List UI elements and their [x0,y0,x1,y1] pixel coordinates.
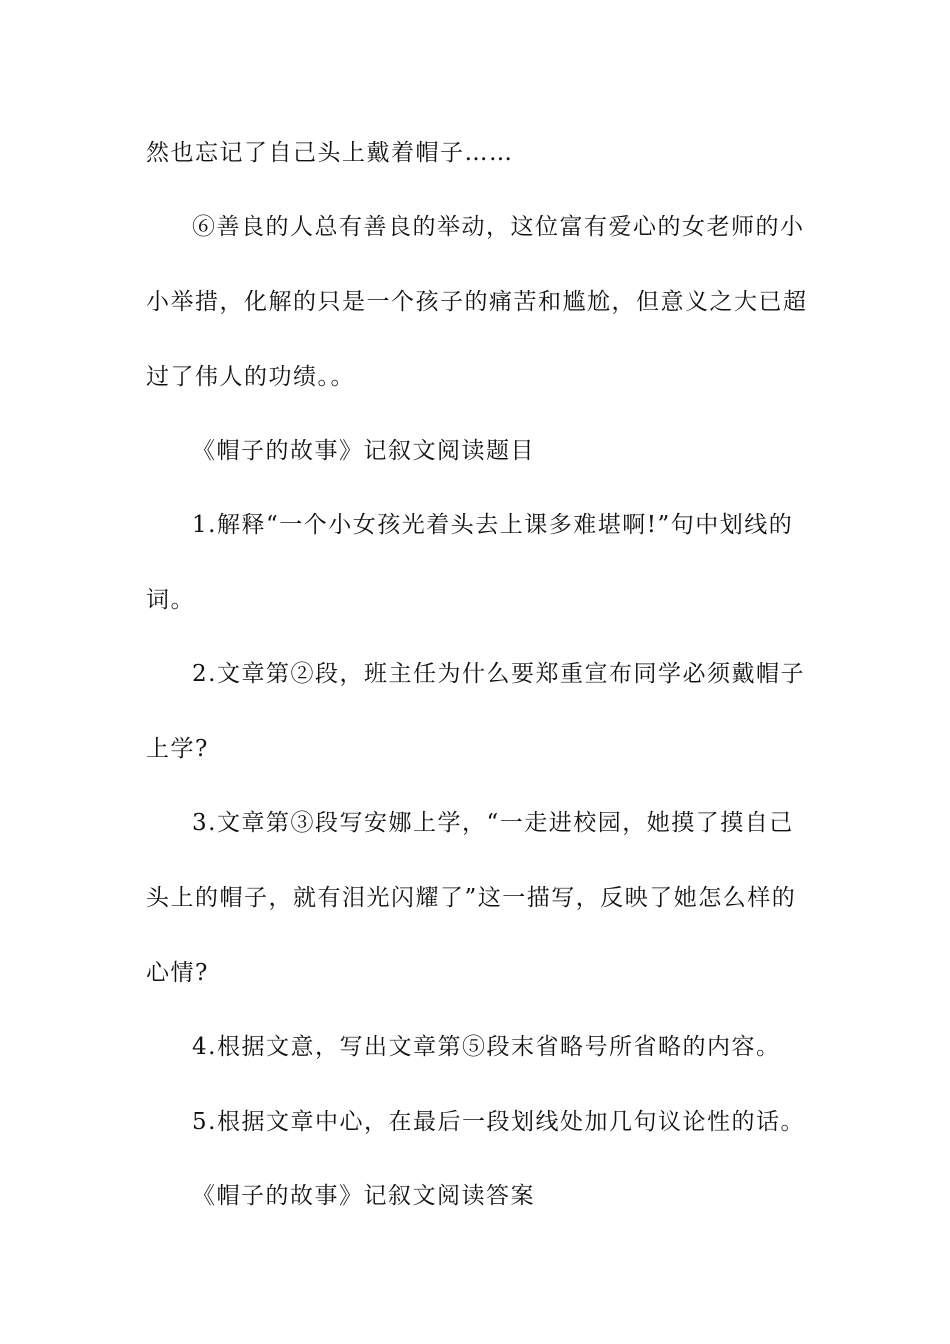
question-2-line-2: 上学? [146,736,209,762]
paragraph-6-line-1: ⑥善良的人总有善良的举动，这位富有爱心的女老师的小 [192,214,805,240]
question-5: 5.根据文章中心，在最后一段划线处加几句议论性的话。 [192,1109,805,1135]
question-2-line-1: 2.文章第②段，班主任为什么要郑重宣布同学必须戴帽子 [192,661,805,687]
question-1-line-1: 1.解释“一个小女孩光着头去上课多难堪啊!”句中划线的 [192,512,794,538]
question-3-line-2: 头上的帽子，就有泪光闪耀了”这一描写，反映了她怎么样的 [146,885,797,911]
question-3-line-3: 心情? [146,960,209,986]
paragraph-6-line-3: 过了伟人的功绩。。 [146,364,355,390]
text-line-continuation: 然也忘记了自己头上戴着帽子…… [146,140,514,166]
question-4: 4.根据文意，写出文章第⑤段末省略号所省略的内容。 [192,1034,781,1060]
answers-heading: 《帽子的故事》记叙文阅读答案 [192,1183,535,1209]
question-1-line-2: 词。 [146,587,195,613]
question-3-line-1: 3.文章第③段写安娜上学，“一走进校园，她摸了摸自己 [192,810,794,836]
questions-heading: 《帽子的故事》记叙文阅读题目 [192,438,535,464]
paragraph-6-line-2: 小举措，化解的只是一个孩子的痛苦和尴尬，但意义之大已超 [146,289,808,315]
